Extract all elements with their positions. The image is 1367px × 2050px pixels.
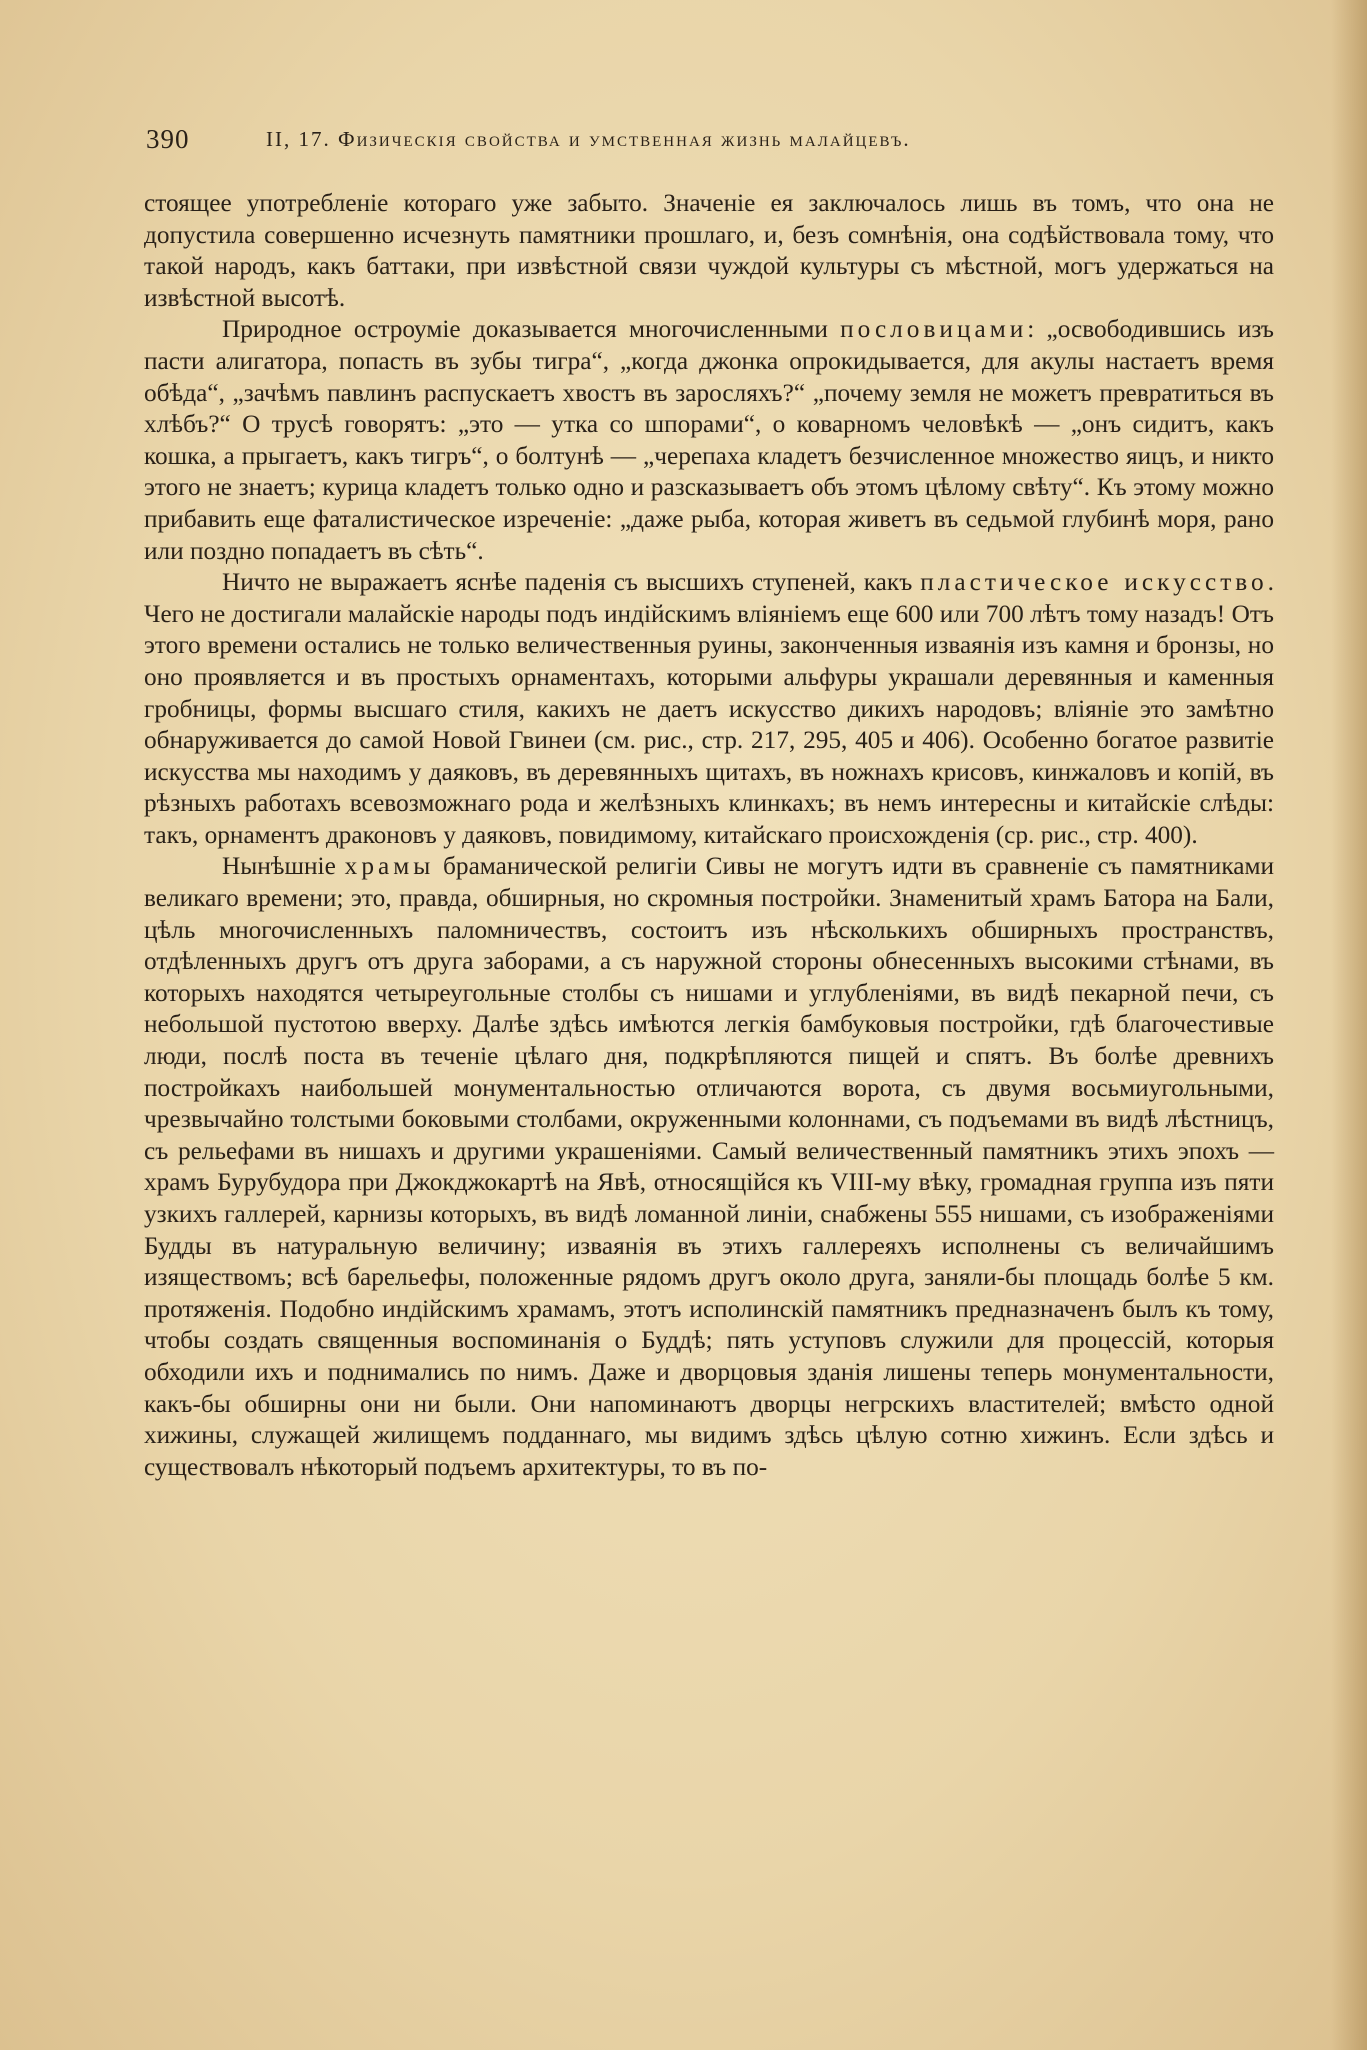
paragraph-text: . Чего не достигали малайскіе народы подъ индійскимъ вліяніемъ еще 600 или 700 лѣтъ тому назадъ! Отъ этого времени остались не только величественныя руины, законченныя изваянія изъ камня и бронзы, но оно проявляется и въ простыхъ орнаментахъ, которыми альфуры украшали деревянныя и каменныя гробницы, формы высшаго стиля, какихъ не даетъ искусство дикихъ народовъ; вліяніе это замѣтно обнаруживается до самой Новой Гвинеи (см. рис., стр. 217, 295, 405 и 406). Особенно богатое развитіе искусства мы находимъ у даяковъ, въ деревянныхъ щитахъ, въ ножнахъ крисовъ, кинжаловъ и копій, въ рѣзныхъ работахъ всевозможнаго рода и желѣзныхъ клинкахъ; въ немъ интересны и китайскіе слѣды: такъ, орнаментъ драконовъ у даяковъ, повидимому, китайскаго происхожденія (ср. рис., стр. 400). <box>144 568 1274 849</box>
page-edge-shadow <box>1331 0 1367 2050</box>
paragraph <box>144 567 1274 851</box>
body-text <box>144 188 1274 1483</box>
paragraph-text: Ничто не выражаетъ яснѣе паденія съ высшихъ ступеней, какъ <box>222 568 921 597</box>
paragraph-text: Природное остроуміе доказывается многочисленными <box>222 315 841 344</box>
paragraph-text: : „освободившись изъ пасти алигатора, попасть въ зубы тигра“, „когда джонка опрокидывается, для акулы настаетъ время обѣда“, „зачѣмъ павлинъ распускаетъ хвостъ въ заросляхъ?“ „почему земля не можетъ превратиться въ хлѣбъ?“ О трусѣ говорятъ: „это — утка со шпорами“, о коварномъ человѣкѣ — „онъ сидитъ, какъ кошка, а прыгаетъ, какъ тигръ“, о болтунѣ — „черепаха кладетъ безчисленное множество яицъ, и никто этого не знаетъ; курица кладетъ только одно и разсказываетъ объ этомъ цѣлому свѣту“. Къ этому можно прибавить еще фаталистическое изреченіе: „даже рыба, которая живетъ въ седьмой глубинѣ моря, рано или поздно попадаетъ въ сѣть“. <box>144 315 1275 565</box>
paragraph <box>144 851 1274 1483</box>
paragraph <box>144 314 1274 567</box>
emphasized-text: пластическое искусство <box>920 568 1268 597</box>
emphasized-text: храмы <box>344 852 435 881</box>
emphasized-text: пословицами <box>840 315 1028 344</box>
page-number: 390 <box>146 124 190 154</box>
page-header <box>146 124 1276 164</box>
paragraph-text: Нынѣшніе <box>222 852 345 881</box>
paragraph-text: браманической религіи Сивы не могутъ идти въ сравненіе съ памятниками великаго времени; это, правда, обширныя, но скромныя постройки. Знаменитый храмъ Батора на Бали, цѣль многочисленныхъ паломничествъ, состоитъ изъ нѣсколькихъ обширныхъ пространствъ, отдѣленныхъ другъ отъ друга заборами, а съ наружной стороны обнесенныхъ высокими стѣнами, въ которыхъ находятся четыреугольные столбы съ нишами и углубленіями, въ видѣ пекарной печи, съ небольшой пустотою вверху. Далѣе здѣсь имѣются легкія бамбуковыя постройки, гдѣ благочестивые люди, послѣ поста въ теченіе цѣлаго дня, подкрѣпляются пищей и спятъ. Въ болѣе древнихъ постройкахъ наибольшей монументальностью отличаются ворота, съ двумя восьмиугольными, чрезвычайно толстыми боковыми столбами, окруженными колоннами, съ подъемами въ видѣ лѣстницъ, съ рельефами въ нишахъ и другими украшеніями. Самый величественный памятникъ этихъ эпохъ — храмъ Бурубудора при Джокджокартѣ на Явѣ, относящійся къ VIII-му вѣку, громадная группа изъ пяти узкихъ галлерей, карнизы которыхъ, въ видѣ ломанной линіи, снабжены 555 нишами, съ изображеніями Будды въ натуральную величину; изваянія въ этихъ галлереяхъ исполнены съ величайшимъ изяществомъ; всѣ барельефы, положенные рядомъ другъ около друга, заняли-бы площадь болѣе 5 км. протяженія. Подобно индійскимъ храмамъ, этотъ исполинскій памятникъ предназначенъ былъ къ тому, чтобы создать священныя воспоминанія о Буддѣ; пять уступовъ служили для процессій, которыя обходили ихъ и поднимались по нимъ. Даже и дворцовыя зданія лишены теперь монументальности, какъ-бы обширны они ни были. Они напоминаютъ дворцы негрскихъ властителей; вмѣсто одной хижины, служащей жилищемъ подданнаго, мы видимъ здѣсь цѣлую сотню хижинъ. Если здѣсь и существовалъ нѣкоторый подъемъ архитектуры, то въ по- <box>144 852 1275 1481</box>
running-title: II, 17. Физическія свойства и умственная жизнь малайцевъ. <box>266 127 911 151</box>
paragraph-text: стоящее употребленіе котораго уже забыто. Значеніе ея заключалось лишь въ томъ, что она не допустила совершенно исчезнуть памятники прошлаго, и, безъ сомнѣнія, она содѣйствовала тому, что такой народъ, какъ баттаки, при извѣстной связи чуждой культуры съ мѣстной, могъ удержаться на извѣстной высотѣ. <box>144 189 1274 312</box>
paragraph <box>144 188 1274 314</box>
